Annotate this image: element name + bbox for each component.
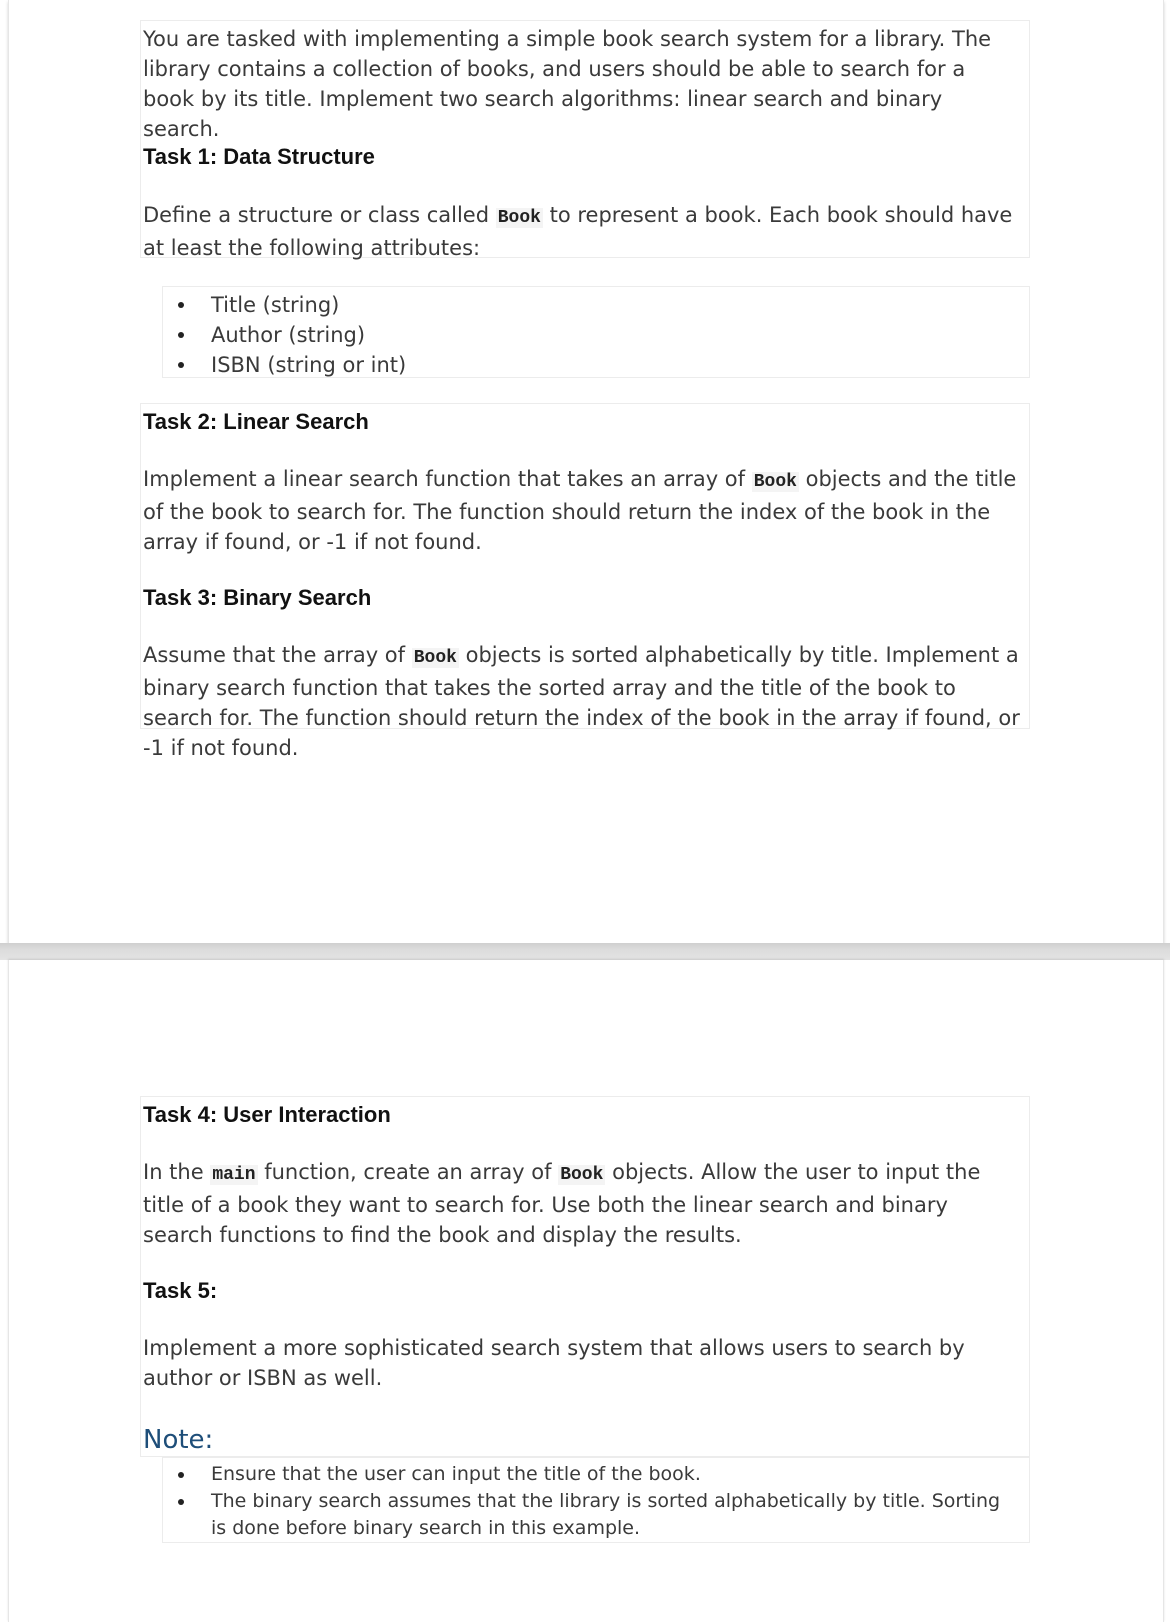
bullet-icon bbox=[178, 1472, 184, 1478]
task2-code-book: Book bbox=[753, 472, 797, 492]
intro-paragraph: You are tasked with implementing a simple book search system for a library. The library contains a collection of books, and users should be able to search for a book by its title. Implement two search algorithms: linear search and binary search. bbox=[143, 27, 992, 141]
task4-paragraph bbox=[143, 1157, 1023, 1250]
task2-text-before: Implement a linear search function that takes an array of bbox=[143, 467, 752, 491]
task2-heading: Task 2: Linear Search bbox=[143, 409, 369, 434]
task3-code-book: Book bbox=[413, 648, 457, 668]
task1-text-before: Define a structure or class called bbox=[143, 203, 496, 227]
task2-paragraph bbox=[143, 464, 1023, 557]
list-item bbox=[170, 1461, 1016, 1488]
task4-heading: Task 4: User Interaction bbox=[143, 1102, 391, 1127]
task1-heading: Task 1: Data Structure bbox=[143, 144, 375, 169]
attribute-author: Author (string) bbox=[211, 323, 366, 347]
task1-code-book: Book bbox=[497, 208, 541, 228]
task1-text-after: to represent a book. Each book should have at least the following attributes: bbox=[143, 203, 1013, 260]
section-box-tasks-4-5 bbox=[140, 1096, 1030, 1457]
task5-heading: Task 5: bbox=[143, 1278, 218, 1303]
list-item bbox=[170, 290, 406, 320]
bullet-icon bbox=[178, 332, 184, 338]
task5-paragraph: Implement a more sophisticated search system that allows users to search by author or ISBN as well. bbox=[143, 1336, 965, 1390]
task4-text-3: objects. Allow the user to input the title of a book they want to search for. Use both the linear search and binary search functions to find the book and display the results. bbox=[143, 1160, 981, 1247]
list-item bbox=[170, 1488, 1016, 1542]
task1-paragraph bbox=[143, 200, 1023, 263]
attribute-isbn: ISBN (string or int) bbox=[211, 353, 407, 377]
attribute-list bbox=[170, 290, 406, 380]
list-item bbox=[170, 320, 406, 350]
bullet-icon bbox=[178, 362, 184, 368]
bullet-icon bbox=[178, 1499, 184, 1505]
note-title: Note: bbox=[143, 1425, 214, 1455]
task3-paragraph bbox=[143, 640, 1023, 763]
task4-text-2: function, create an array of bbox=[257, 1160, 559, 1184]
note-item-text: Ensure that the user can input the title of the book. bbox=[211, 1463, 701, 1485]
task4-text-1: In the bbox=[143, 1160, 211, 1184]
task3-text-before: Assume that the array of bbox=[143, 643, 412, 667]
attribute-title: Title (string) bbox=[211, 293, 340, 317]
page-separator bbox=[0, 943, 1170, 960]
list-item bbox=[170, 350, 406, 380]
task4-code-book: Book bbox=[560, 1165, 604, 1185]
bullet-icon bbox=[178, 302, 184, 308]
task4-code-main: main bbox=[212, 1165, 256, 1185]
note-list bbox=[170, 1461, 1016, 1542]
note-item-text: The binary search assumes that the library is sorted alphabetically by title. Sorting is done before binary search in this example. bbox=[211, 1490, 1001, 1539]
task3-text-after: objects is sorted alphabetically by title. Implement a binary search function that takes the sorted array and the title of the book to search for. The function should return the index of the book in the array if found, or -1 if not found. bbox=[143, 643, 1020, 760]
task3-heading: Task 3: Binary Search bbox=[143, 585, 372, 610]
task2-text-after: objects and the title of the book to search for. The function should return the index of the book in the array if found, or -1 if not found. bbox=[143, 467, 1017, 554]
